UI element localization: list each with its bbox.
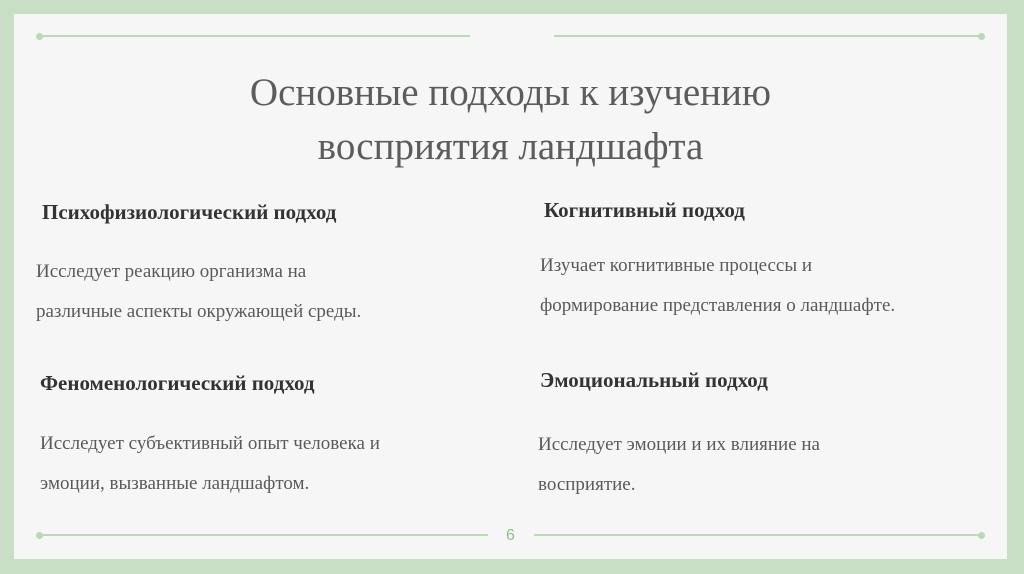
bottom-right-dot: [978, 532, 985, 539]
approach-text-line: Исследует реакцию организма на: [36, 261, 307, 282]
approach-text-line: эмоции, вызванные ландшафтом.: [40, 473, 310, 494]
approach-text-line: восприятие.: [538, 474, 636, 495]
approach-text-line: формирование представления о ландшафте.: [540, 295, 896, 316]
title-line-2: восприятия ландшафта: [317, 125, 704, 168]
approach-text-emotional: [538, 425, 820, 505]
approach-text-line: Исследует эмоции и их влияние на: [538, 434, 820, 455]
approach-text-cognitive: [540, 246, 895, 326]
approach-text-line: Исследует субъективный опыт человека и: [40, 433, 380, 454]
approach-heading-cognitive: Когнитивный подход: [544, 198, 745, 222]
top-right-rule: [554, 35, 982, 37]
slide: [14, 14, 1007, 559]
approach-heading-phenomenological: Феноменологический подход: [40, 371, 315, 395]
approach-text-line: различные аспекты окружающей среды.: [36, 301, 362, 322]
approach-heading-psychophysiological: Психофизиологический подход: [42, 200, 337, 224]
title-line-1: Основные подходы к изучению: [249, 71, 772, 114]
top-right-dot: [978, 33, 985, 40]
page-number: 6: [506, 527, 515, 544]
bottom-right-rule: [534, 534, 982, 536]
approach-text-phenomenological: [40, 424, 380, 504]
approach-text-line: Изучает когнитивные процессы и: [540, 255, 813, 276]
top-left-rule: [40, 35, 470, 37]
approach-heading-emotional: Эмоциональный подход: [540, 368, 768, 392]
slide-title: [14, 66, 1007, 174]
approach-text-psychophysiological: [36, 252, 361, 332]
